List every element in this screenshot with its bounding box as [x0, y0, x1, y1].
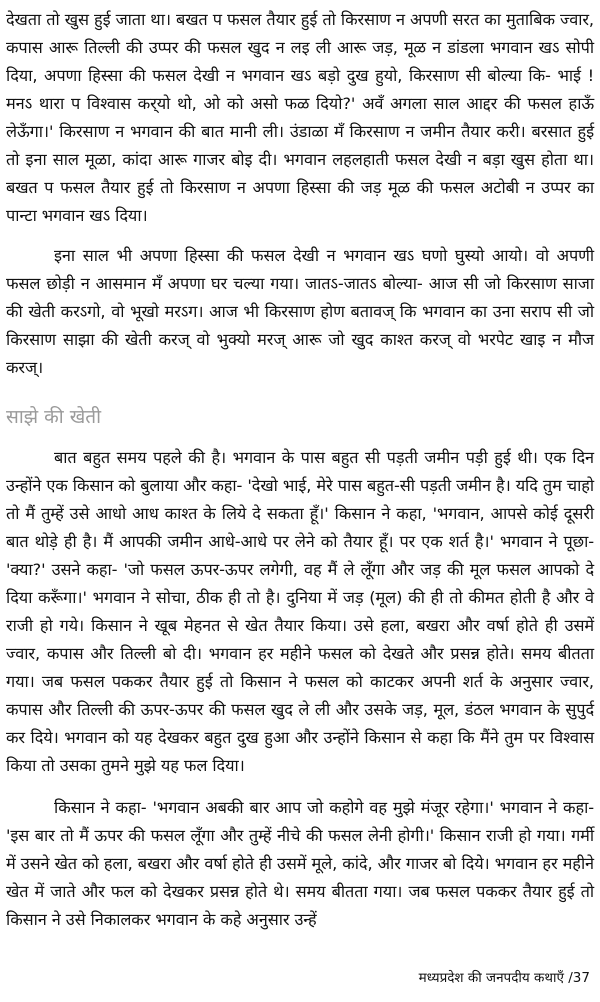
story-paragraph-2: इना साल भी अपणा हिस्सा की फसल देखी न भगवान खऽ घणो घुस्यो आयो। वो अपणी फसल छोड़ी न आसमान मँ अपणा घर चल्या गया। जातऽ-जातऽ बोल्या- आज सी जो किरसाण साजा की खेती करऽगो, वो भूखो मरऽग। आज भी किरसाण होण बतावज् कि भगवान का उना सराप सी जो किरसाण साझा की खेती करज् वो भुक्यो मरज् आरू जो खुद काश्त करज् वो भरपेट खाइ न मौज करज्। — [6, 246, 594, 377]
paragraph-spacer — [6, 780, 594, 794]
story-paragraph-1: देखता तो खुस हुई जाता था। बखत प फसल तैयार हुई तो किरसाण न अपणी सरत का मुताबिक ज्वार, कपास आरू तिल्ली की उप्पर की फसल खुद न लइ ली आरू जड़, मूळ न डांडला भगवान खऽ सोपी दिया, अपणा हिस्सा की फसल देखी न भगवान खऽ बड़ो दुख हुयो, किरसाण सी बोल्या कि- भाई ! मनऽ थारा प विश्वास कर्‌यो थो, ओ को असो फळ दियो?' अवँ अगला साल आद्दर की फसल हाऊँ लेऊँगा।' किरसाण न भगवान की बात मानी ली। उंडाळा मँ किरसाण न जमीन तैयार करी। बरसात हुई तो इना साल मूळा, कांदा आरू गाजर बोइ दी। भगवान लहलहाती फसल देखी न बड़ा खुस होता था। बखत प फसल तैयार हुई तो किरसाण न अपणा हिस्सा की जड़ मूळ की फसल अटोबी न उप्पर का पान्टा भगवान खऽ दिया। — [6, 10, 594, 225]
story-paragraph-3: बात बहुत समय पहले की है। भगवान के पास बहुत सी पड़ती जमीन पड़ी हुई थी। एक दिन उन्होंने एक किसान को बुलाया और कहा- 'देखो भाई, मेरे पास बहुत-सी पड़ती जमीन है। यदि तुम चाहो तो मैं तुम्हें उसे आधो आध काश्त के लिये दे सकता हूँ।' किसान ने कहा, 'भगवान, आपसे कोई दूसरी बात थोड़े ही है। मैं आपकी जमीन आधे-आधे पर लेने को तैयार हूँ। पर एक शर्त है।' भगवान ने पूछा- 'क्या?' उसने कहा- 'जो फसल ऊपर-ऊपर लगेगी, वह मैं ले लूँगा और जड़ की मूल फसल आपको दे दिया करूँगा।' भगवान ने सोचा, ठीक ही तो है। दुनिया में जड़ (मूल) की ही तो कीमत होती है और वे राजी हो गये। किसान ने खूब मेहनत से खेत तैयार किया। उसे हला, बखरा और वर्षा होते ही उसमें ज्वार, कपास और तिल्ली बो दी। भगवान हर महीने फसल को देखते और प्रसन्न होते। समय बीतता गया। जब फसल पककर तैयार हुई तो किसान ने फसल को काटकर अपनी शर्त के अनुसार ज्वार, कपास और तिल्ली की ऊपर-ऊपर की फसल खुद ले ली और उसके जड़, मूल, डंठल भगवान के सुपुर्द कर दिये। भगवान को यह देखकर बहुत दुख हुआ और उन्होंने किसान से कहा कि मैंने तुम पर विश्वास किया तो उसका तुमने मुझे यह फल दिया। — [6, 448, 595, 775]
section-heading: साझे की खेती — [6, 406, 102, 428]
story-paragraph-4: किसान ने कहा- 'भगवान अबकी बार आप जो कहोगे वह मुझे मंजूर रहेगा।' भगवान ने कहा- 'इस बार तो मैं ऊपर की फसल लूँगा और तुम्हें नीचे की फसल लेनी होगी।' किसान राजी हो गया। गर्मी में उसने खेत को हला, बखरा और वर्षा होते ही उसमें मूले, कांदे, और गाजर बो दिये। भगवान हर महीने खेत में जाते और फल को देखकर प्रसन्न होते थे। समय बीतता गया। जब फसल पककर तैयार हुई तो किसान ने उसे निकालकर भगवान के कहे अनुसार उन्हें — [6, 798, 594, 929]
paragraph-spacer — [6, 230, 594, 242]
page-footer: मध्यप्रदेश की जनपदीय कथाएँ /37 — [418, 970, 590, 986]
